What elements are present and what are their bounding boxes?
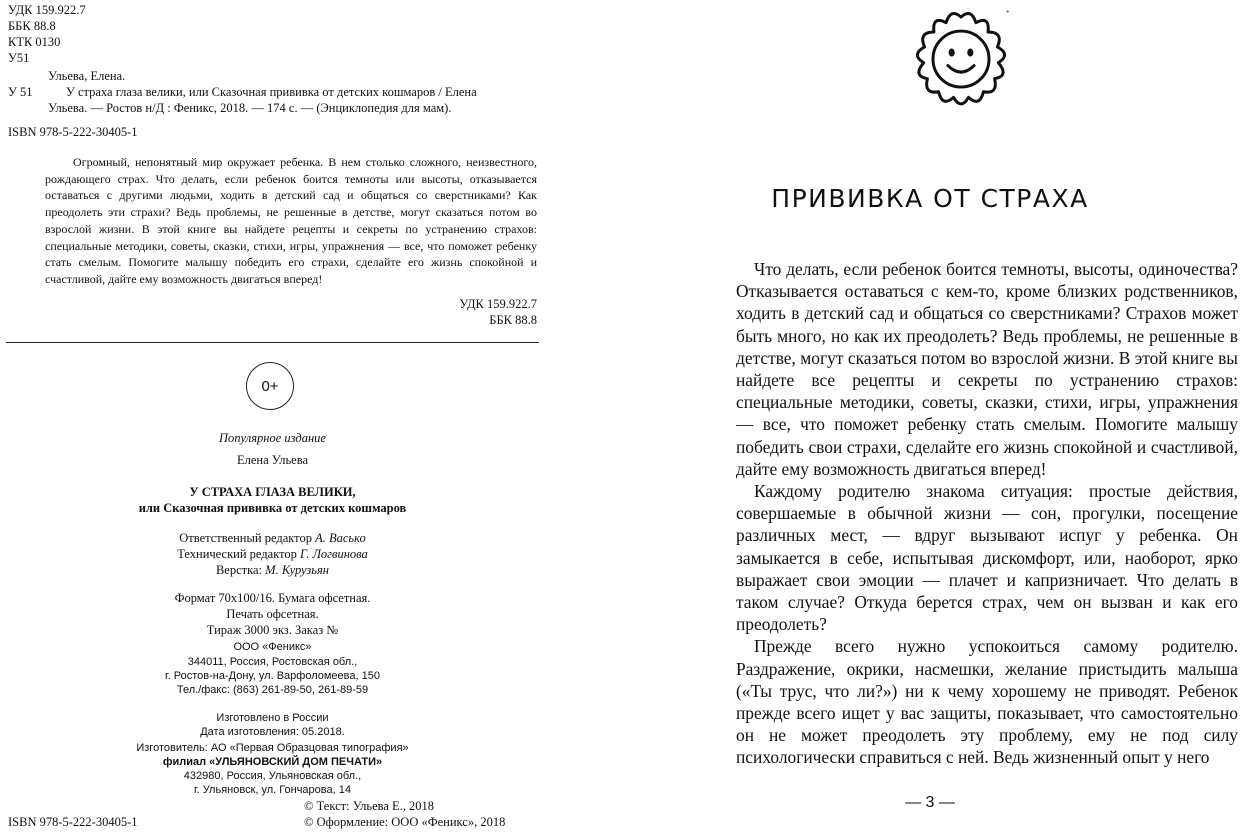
chief-editor-credit <box>0 530 545 546</box>
bbk-right: ББК 88.8 <box>489 313 537 327</box>
author-name: Елена Ульева <box>237 453 308 467</box>
chapter-page <box>620 0 1240 832</box>
chapter-title: ПРИВИВКА ОТ СТРАХА <box>771 184 1089 213</box>
chapter-body <box>736 258 1238 769</box>
made-date: Дата изготовления: 05.2018. <box>200 726 345 738</box>
age-rating-label: 0+ <box>261 377 279 395</box>
printer-line-2: филиал «УЛЬЯНОВСКИЙ ДОМ ПЕЧАТИ» <box>162 756 383 768</box>
edition-type: Популярное издание <box>219 431 326 445</box>
page-number: — 3 — <box>905 794 955 811</box>
layout-credit <box>0 562 545 578</box>
author-mark: У51 <box>8 51 30 65</box>
chief-editor-label: Ответственный редактор <box>179 531 312 545</box>
bibliographic-line-2: Ульева. — Ростов н/Д : Феникс, 2018. — 174 с. — (Энциклопедия для мам). <box>48 101 452 115</box>
printer-line-3: 432980, Россия, Ульяновская обл., <box>183 770 362 782</box>
paragraph-1: Что делать, если ребенок боится темноты, высоты, одиночества? Отказывается оставаться с кем-то, кроме близких родственников, ходить в детский сад и общаться со сверстниками? Страхов может быть много, но как их преодолеть? Ведь проблемы, не решенные в детстве, могут сказаться потом во взрослой жизни. В этой книге вы найдете все рецепты и секреты по устранению страхов: специальные методики, советы, сказки, стихи, игры, упражнения — все, что поможет ребенку стать смелым. Помогите малышу победить свои страхи, сделайте его жизнь спокойной и счастливой, дайте ему возможность двигаться вперед! <box>736 259 1238 479</box>
author-heading: Ульева, Елена. <box>48 69 126 83</box>
paragraph-2: Каждому родителю знакома ситуация: простые действия, совершаемые в обычной жизни — сон, прогулки, посещение различных мест, — вдруг вызывают испуг у ребенка. Он замыкается в себе, испытывая дискомфорт, или, наоборот, ярко выражает свои эмоции — плачет и капризничает. Что делать в таком случае? Откуда берется страх, чем он вызван и как его преодолеть? <box>736 481 1238 635</box>
layout-name: М. Курузьян <box>265 563 330 577</box>
book-title-line-2: или Сказочная прививка от детских кошмаров <box>138 501 407 515</box>
publisher-address-1: 344011, Россия, Ростовская обл., <box>187 656 358 668</box>
bbk-code: ББК 88.8 <box>8 19 56 33</box>
ktk-code: КТК 0130 <box>8 35 61 49</box>
udk-right: УДК 159.922.7 <box>459 297 537 311</box>
publisher-phone: Тел./факс: (863) 261-89-50, 261-89-59 <box>176 684 369 696</box>
imprint-page <box>0 0 560 832</box>
format-info: Формат 70x100/16. Бумага офсетная. <box>174 591 371 605</box>
author-index: У 51 <box>8 85 33 99</box>
smiling-sun-icon <box>905 4 1017 116</box>
printer-line-1: Изготовитель: АО «Первая Образцовая типография» <box>136 742 409 754</box>
layout-label: Верстка: <box>215 563 263 577</box>
tech-editor-credit <box>0 546 545 562</box>
tech-editor-label: Технический редактор <box>177 547 297 561</box>
print-info: Печать офсетная. <box>226 607 319 621</box>
bibliographic-line-1: У страха глаза велики, или Сказочная прививка от детских кошмаров / Елена <box>66 85 477 99</box>
paragraph-3: Прежде всего нужно успокоиться самому родителю. Раздражение, окрики, насмешки, желание пристыдить малыша («Ты трус, что ли?») ни к чему хорошему не приводят. Ребенок прежде всего ищет у вас защиты, показывает, что самостоятельно он не может преодолеть эту проблему, ему не под силу психологически справиться с ней. Ведь жизненный опыт у него <box>736 636 1238 768</box>
isbn-bottom: ISBN 978-5-222-30405-1 <box>8 815 138 829</box>
age-rating-badge <box>246 362 294 410</box>
tech-editor-name: Г. Логвинова <box>300 547 368 561</box>
printer-line-4: г. Ульяновск, ул. Гончарова, 14 <box>194 784 351 796</box>
annotation: Огромный, непонятный мир окружает ребенка. В нем столько сложного, неизвестного, рождающего страх. Что делать, если ребенок боится темноты или высоты, отказывается оставаться с другими людьми, ходить в детский сад и общаться со сверстниками? Как преодолеть эти страхи? Ведь проблемы, не решенные в детстве, могут сказаться потом во взрослой жизни. В этой книге вы найдете рецепты и секреты по устранению страхов: специальные методики, советы, сказки, стихи, игры, упражнения — все, что поможет ребенку стать смелым. Помогите малышу победить его страхи, сделайте его жизнь спокойной и счастливой, дайте ему возможность двигаться вперед! <box>45 155 537 286</box>
book-title-line-1: У СТРАХА ГЛАЗА ВЕЛИКИ, <box>189 485 356 499</box>
udk-code: УДК 159.922.7 <box>8 3 86 17</box>
chief-editor-name: А. Васько <box>315 531 366 545</box>
divider-line <box>6 342 539 343</box>
copyright-text: © Текст: Ульева Е., 2018 <box>304 799 435 813</box>
publisher-address-2: г. Ростов-на-Дону, ул. Варфоломеева, 150 <box>165 670 380 682</box>
copyright-design: © Оформление: ООО «Феникс», 2018 <box>304 815 506 829</box>
made-in: Изготовлено в России <box>216 712 329 724</box>
publisher-name: ООО «Феникс» <box>233 641 312 653</box>
isbn-top: ISBN 978-5-222-30405-1 <box>8 125 138 139</box>
print-run: Тираж 3000 экз. Заказ № <box>206 623 339 637</box>
